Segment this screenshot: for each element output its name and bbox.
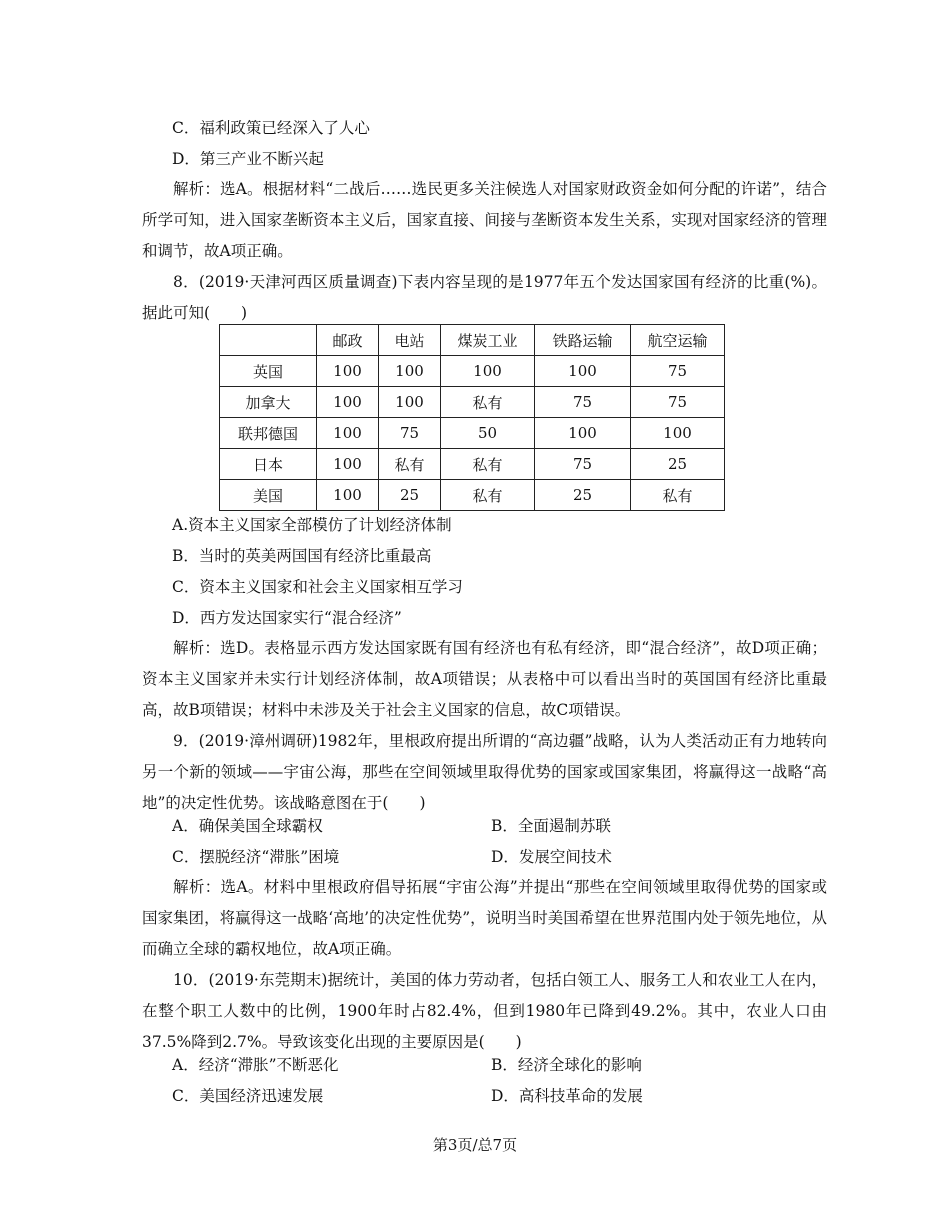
- table-header-cell: 煤炭工业: [441, 325, 535, 356]
- q10-option-d: D．高科技革命的发展: [491, 1087, 643, 1105]
- table-cell: 25: [631, 449, 725, 480]
- table-cell: 100: [317, 387, 379, 418]
- table-cell: 75: [535, 387, 631, 418]
- table-cell: 100: [317, 480, 379, 511]
- table-cell: 加拿大: [220, 387, 317, 418]
- q8-option-b: B．当时的英美两国国有经济比重最高: [172, 547, 432, 565]
- table-header-cell: 铁路运输: [535, 325, 631, 356]
- table-cell: 25: [535, 480, 631, 511]
- q8-option-d: D．西方发达国家实行“混合经济”: [172, 609, 402, 627]
- table-header-row: [220, 325, 725, 356]
- q8-analysis: 解析：选D。表格显示西方发达国家既有国有经济也有私有经济，即“混合经济”，故D项正确；资本主义国家并未实行计划经济体制，故A项错误；从表格中可以看出当时的英国国有经济比重最高，故B项错误；材料中未涉及关于社会主义国家的信息，故C项错误。: [142, 639, 827, 719]
- q8-stem: 8．(2019·天津河西区质量调查)下表内容呈现的是1977年五个发达国家国有经济的比重(%)。据此可知( ): [142, 273, 827, 322]
- q8-option-a: A.资本主义国家全部模仿了计划经济体制: [172, 516, 452, 534]
- table-cell: 75: [379, 418, 441, 449]
- table-cell: 私有: [441, 387, 535, 418]
- table-cell: 美国: [220, 480, 317, 511]
- table-row: [220, 356, 725, 387]
- q9-option-a: A．确保美国全球霸权: [172, 817, 323, 835]
- q9-analysis: 解析：选A。材料中里根政府倡导拓展“宇宙公海”并提出“那些在空间领域里取得优势的国家或国家集团，将赢得这一战略‘高地’的决定性优势”，说明当时美国希望在世界范围内处于领先地位，从而确立全球的霸权地位，故A项正确。: [142, 878, 827, 958]
- q9-option-d: D．发展空间技术: [491, 848, 612, 866]
- table-cell: 100: [379, 356, 441, 387]
- q8-option-c: C．资本主义国家和社会主义国家相互学习: [172, 578, 463, 596]
- q8-table: [219, 324, 725, 511]
- q7-option-d: D．第三产业不断兴起: [172, 150, 324, 168]
- table-row: [220, 480, 725, 511]
- table-cell: 英国: [220, 356, 317, 387]
- table-row: [220, 418, 725, 449]
- q10-option-b: B．经济全球化的影响: [491, 1056, 642, 1074]
- q9-option-b: B．全面遏制苏联: [491, 817, 611, 835]
- table-cell: 联邦德国: [220, 418, 317, 449]
- q10-stem: 10．(2019·东莞期末)据统计，美国的体力劳动者，包括白领工人、服务工人和农业工人在内，在整个职工人数中的比例，1900年时占82.4%，但到1980年已降到49.2%。其中，农业人口由37.5%降到2.7%。导致该变化出现的主要原因是( ): [142, 971, 827, 1051]
- table-cell: 25: [379, 480, 441, 511]
- q7-option-c: C．福利政策已经深入了人心: [172, 119, 370, 137]
- table-cell: 私有: [379, 449, 441, 480]
- table-cell: 75: [535, 449, 631, 480]
- table-header-cell: [220, 325, 317, 356]
- table-cell: 100: [535, 356, 631, 387]
- q10-option-a: A．经济“滞胀”不断恶化: [172, 1056, 339, 1074]
- table-cell: 75: [631, 387, 725, 418]
- table-header-cell: 航空运输: [631, 325, 725, 356]
- table-header-cell: 邮政: [317, 325, 379, 356]
- q7-analysis: 解析：选A。根据材料“二战后……选民更多关注候选人对国家财政资金如何分配的许诺”，结合所学可知，进入国家垄断资本主义后，国家直接、间接与垄断资本发生关系，实现对国家经济的管理和调节，故A项正确。: [142, 180, 827, 260]
- table-header-cell: 电站: [379, 325, 441, 356]
- table-cell: 100: [535, 418, 631, 449]
- table-cell: 私有: [441, 449, 535, 480]
- table-row: [220, 449, 725, 480]
- table-cell: 100: [317, 356, 379, 387]
- table-cell: 100: [317, 418, 379, 449]
- table-cell: 私有: [631, 480, 725, 511]
- table-cell: 私有: [441, 480, 535, 511]
- table-cell: 75: [631, 356, 725, 387]
- q9-option-c: C．摆脱经济“滞胀”困境: [172, 848, 340, 866]
- table-row: [220, 387, 725, 418]
- table-cell: 100: [379, 387, 441, 418]
- table-cell: 100: [317, 449, 379, 480]
- table-cell: 100: [631, 418, 725, 449]
- table-cell: 50: [441, 418, 535, 449]
- q10-option-c: C．美国经济迅速发展: [172, 1087, 324, 1105]
- q9-stem: 9．(2019·漳州调研)1982年，里根政府提出所谓的“高边疆”战略，认为人类活动正有力地转向另一个新的领域——宇宙公海，那些在空间领域里取得优势的国家或国家集团，将赢得这一战略“高地”的决定性优势。该战略意图在于( ): [142, 732, 827, 812]
- table-cell: 100: [441, 356, 535, 387]
- table-cell: 日本: [220, 449, 317, 480]
- page-number-footer: 第3页/总7页: [432, 1136, 518, 1154]
